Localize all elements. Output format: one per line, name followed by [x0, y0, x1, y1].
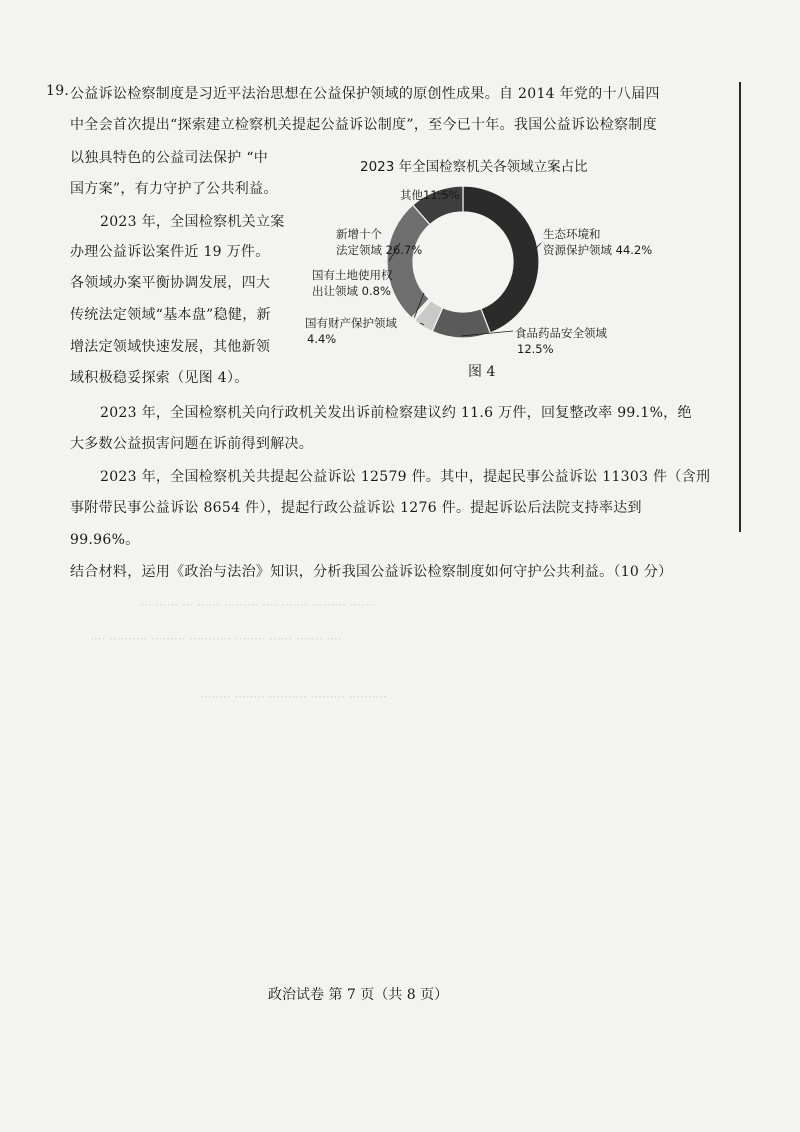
slice-label: 4.4% — [307, 332, 337, 346]
chart-title: 2023 年全国检察机关各领域立案占比 — [360, 159, 588, 175]
slice-label: 出让领域 0.8% — [312, 284, 391, 298]
question-line-1: 公益诉讼检察制度是习近平法治思想在公益保护领域的原创性成果。自 2014 年党的十八届四 — [70, 86, 660, 102]
question-line-7: 各领域办案平衡协调发展，四大 — [70, 275, 271, 291]
donut-slice — [387, 205, 430, 318]
slice-label: 法定领域 26.7% — [336, 243, 423, 257]
donut-chart — [300, 155, 685, 380]
question-line-5: 2023 年，全国检察机关立案 — [100, 214, 285, 230]
question-line-10: 域积极稳妥探索（见图 4）。 — [70, 370, 249, 386]
slice-label: 12.5% — [517, 342, 554, 356]
question-line-4: 国方案”，有力守护了公共利益。 — [70, 181, 278, 197]
slice-label: 新增十个 — [336, 227, 382, 241]
question-line-3: 以独具特色的公益司法保护 “中 — [70, 150, 269, 166]
page-footer: 政治试卷 第 7 页（共 8 页） — [268, 987, 449, 1003]
question-number: 19. — [46, 83, 70, 99]
task-prompt: 结合材料，运用《政治与法治》知识，分析我国公益诉讼检察制度如何守护公共利益。（10 分） — [70, 564, 673, 580]
figure-caption: 图 4 — [468, 364, 496, 380]
slice-label: 国有财产保护领域 — [305, 316, 397, 330]
question-line-2: 中全会首次提出“探索建立检察机关提起公益诉讼制度”，至今已十年。我国公益诉讼检察制度 — [70, 117, 657, 133]
margin-rule — [739, 82, 741, 532]
slice-label: 资源保护领域 44.2% — [543, 243, 653, 257]
slice-label: 食品药品安全领域 — [515, 326, 607, 340]
bleed-through-text: ···· ·········· ········· ··········· ········ ······ ······· ···· — [90, 632, 342, 646]
question-line-8: 传统法定领域“基本盘”稳健，新 — [70, 307, 271, 323]
question-line-9: 增法定领域快速发展，其他新领 — [70, 339, 271, 355]
bleed-through-text: ········ ········ ·········· ········· ·········· — [200, 690, 387, 704]
bleed-through-text: ··· ······ ··· ······ ········· ···· ······· ········· ······· — [140, 598, 377, 612]
question-line-6: 办理公益诉讼案件近 19 万件。 — [70, 244, 270, 260]
slice-label: 其他11.5% — [400, 188, 460, 202]
paragraph-3-line-1: 2023 年，全国检察机关共提起公益诉讼 12579 件。其中，提起民事公益诉讼 11303 件（含刑 — [100, 469, 711, 485]
paragraph-2-line-1: 2023 年，全国检察机关向行政机关发出诉前检察建议约 11.6 万件，回复整改率 99.1%，绝 — [100, 405, 692, 421]
paragraph-2-line-2: 大多数公益损害问题在诉前得到解决。 — [70, 436, 314, 452]
paragraph-3-line-3: 99.96%。 — [70, 532, 140, 548]
slice-label: 国有土地使用权 — [312, 268, 393, 282]
paragraph-3-line-2: 事附带民事公益诉讼 8654 件），提起行政公益诉讼 1276 件。提起诉讼后法院支持率达到 — [70, 500, 642, 516]
slice-label: 生态环境和 — [543, 227, 601, 241]
